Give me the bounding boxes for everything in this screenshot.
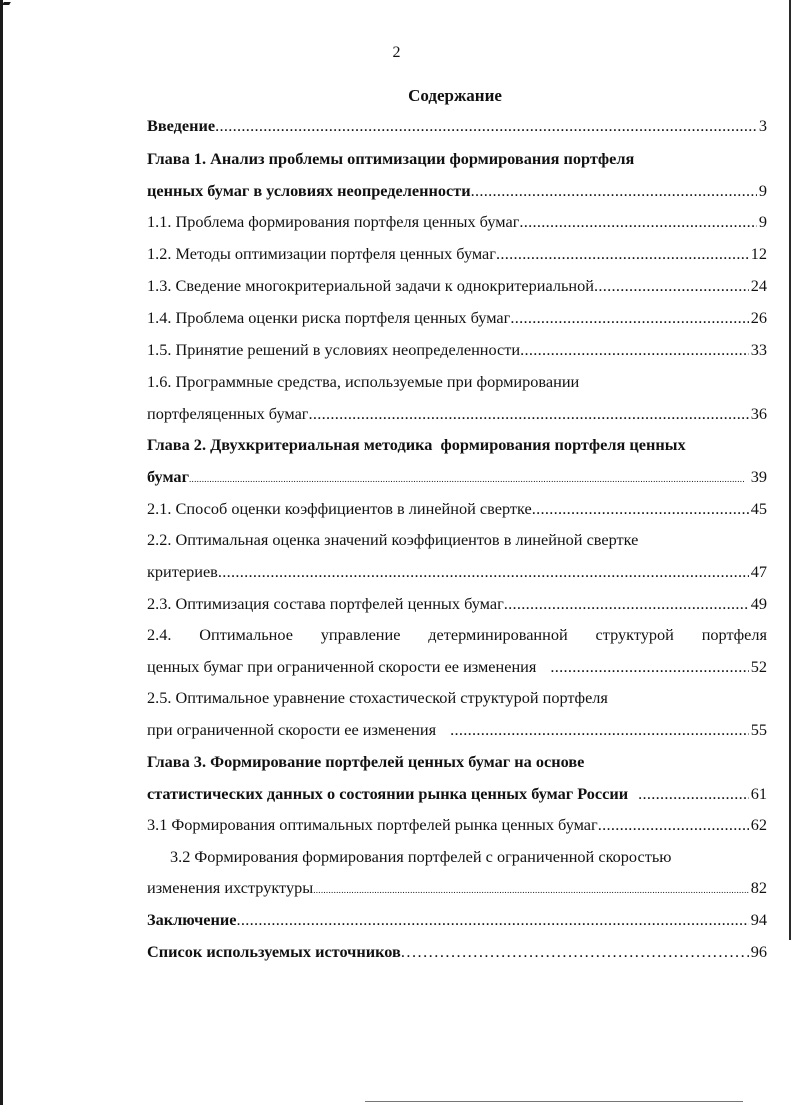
toc-entry-label: 1.5. Принятие решений в условиях неопределенности [147, 340, 521, 359]
scan-edge-bottom [365, 1101, 743, 1102]
toc-entry-2-5[interactable] [147, 720, 767, 744]
toc-entry-page: 9 [758, 212, 767, 231]
toc-entry-label: 1.2. Методы оптимизации портфеля ценных бумаг [147, 244, 496, 263]
toc-entry-label: 2.5. Оптимальное уравнение стохастической структурой портфеля [147, 688, 608, 707]
toc-entry-page: 26 [750, 308, 767, 327]
toc-entry-label: при ограниченной скорости ее изменения [147, 720, 437, 739]
toc-entry-2-4[interactable] [147, 657, 767, 681]
toc-entry-ch3[interactable] [147, 784, 767, 808]
scan-edge-right [789, 0, 791, 940]
toc-entry-page: 9 [758, 181, 767, 200]
leader-dots [401, 942, 749, 962]
toc-entry-label: 2.1. Способ оценки коэффициентов в линейной свертке [147, 499, 532, 518]
toc-entry-label: Заключение [147, 910, 237, 929]
toc-entry-label: 1.1. Проблема формирования портфеля ценных бумаг [147, 212, 520, 231]
leader-dots [308, 404, 748, 424]
scan-mark [2, 2, 11, 5]
toc-entry-1-5[interactable] [147, 340, 767, 364]
toc-entry-label: бумаг [147, 467, 189, 486]
toc-word: 2.4. [147, 625, 172, 644]
toc-entry-label: критериев [147, 562, 218, 581]
toc-entry-2-2[interactable] [147, 562, 767, 586]
scan-edge-left [0, 0, 3, 1105]
toc-entry-3-2[interactable] [147, 878, 767, 902]
leader-dots [532, 499, 749, 519]
toc-entry-page: 49 [750, 594, 767, 613]
toc-entry-page: 3 [758, 116, 767, 135]
toc-entry-3-2-line1[interactable] [170, 847, 767, 871]
toc-entry-label: ценных бумаг при ограниченной скорости ее изменения [147, 657, 537, 676]
toc-entry-1-6[interactable] [147, 404, 767, 428]
toc-entry-conclusion[interactable] [147, 910, 767, 934]
toc-word: структурой [595, 625, 674, 644]
toc-entry-label: 1.6. Программные средства, используемые при формировании [147, 372, 580, 391]
toc-title [0, 86, 793, 106]
leader-dots [536, 657, 748, 677]
toc-entry-page: 94 [750, 910, 767, 929]
leader-dots [436, 720, 749, 740]
leader-dots [189, 474, 749, 484]
toc-entry-label: 2.2. Оптимальная оценка значений коэффициентов в линейной свертке [147, 530, 639, 549]
toc-entry-1-4[interactable] [147, 308, 767, 332]
leader-dots [218, 562, 749, 582]
leader-dots [215, 116, 757, 136]
toc-entry-3-1[interactable] [147, 815, 767, 839]
page-number: 2 [392, 44, 401, 61]
toc-entry-1-1[interactable] [147, 212, 767, 236]
toc-entry-page: 62 [750, 815, 767, 834]
toc-entry-label: Глава 3. Формирование портфелей ценных бумаг на основе [147, 752, 585, 771]
toc-entry-page: 52 [750, 657, 767, 676]
toc-entry-ch3-line1[interactable] [147, 752, 767, 776]
toc-entry-page: 24 [750, 276, 767, 295]
toc-entry-page: 36 [750, 404, 767, 423]
toc-entry-label: 1.4. Проблема оценки риска портфеля ценных бумаг [147, 308, 511, 327]
toc-entry-page: 45 [750, 499, 767, 518]
toc-entry-1-3[interactable] [147, 276, 767, 300]
toc-title-text: Содержание [408, 86, 502, 105]
leader-dots [236, 910, 748, 930]
toc-entry-2-2-line1[interactable] [147, 530, 767, 554]
toc-entry-page: 33 [750, 340, 767, 359]
toc-entry-2-3[interactable] [147, 594, 767, 618]
leader-dots [598, 815, 749, 835]
toc-entry-ch1-line1[interactable] [147, 149, 767, 173]
toc-entry-2-1[interactable] [147, 499, 767, 523]
toc-entry-label: Глава 2. Двухкритериальная методика формирования портфеля ценных [147, 435, 686, 454]
toc-entry-label: 3.1 Формирования оптимальных портфелей рынка ценных бумаг [147, 815, 598, 834]
leader-dots [504, 594, 749, 614]
toc-entry-page: 12 [750, 244, 767, 263]
toc-entry-label: Глава 1. Анализ проблемы оптимизации формирования портфеля [147, 149, 635, 168]
toc-entry-label: 1.3. Сведение многокритериальной задачи к однокритериальной [147, 276, 594, 295]
leader-dots [313, 885, 749, 895]
toc-entry-page: 61 [750, 784, 767, 803]
leader-dots [520, 340, 749, 360]
toc-entry-ch2-line1[interactable] [147, 435, 767, 459]
toc-word: Оптимальное [199, 625, 293, 644]
toc-entry-2-4-line1[interactable] [147, 625, 767, 649]
toc-entry-sources[interactable] [147, 942, 767, 966]
toc-word: детерминированной [428, 625, 568, 644]
toc-entry-1-6-line1[interactable] [147, 372, 767, 396]
leader-dots [519, 212, 756, 232]
toc-entry-page: 82 [750, 878, 767, 897]
toc-entry-label: Список используемых источников [147, 942, 401, 961]
leader-dots [510, 308, 748, 328]
toc-entry-intro[interactable] [147, 116, 767, 140]
toc-entry-2-5-line1[interactable] [147, 688, 767, 712]
leader-dots [496, 244, 749, 264]
toc-entry-page: 47 [750, 562, 767, 581]
toc-entry-page: 96 [750, 942, 767, 961]
toc-entry-page: 39 [750, 467, 767, 486]
leader-dots [628, 784, 749, 804]
toc-entry-label: 2.3. Оптимизация состава портфелей ценных бумаг [147, 594, 504, 613]
toc-entry-page: 55 [750, 720, 767, 739]
toc-entry-ch2[interactable] [147, 467, 767, 491]
leader-dots [594, 276, 749, 296]
toc-entry-label: 3.2 Формирования формирования портфелей с ограниченной скоростью [170, 847, 672, 866]
toc-entry-label: Введение [147, 116, 216, 135]
toc-entry-label: ценных бумаг в условиях неопределенности [147, 181, 471, 200]
toc-entry-1-2[interactable] [147, 244, 767, 268]
toc-entry-label: статистических данных о состоянии рынка ценных бумаг России [147, 784, 629, 803]
toc-entry-label: изменения ихструктуры [147, 878, 314, 897]
toc-word: портфеля [701, 625, 767, 644]
toc-entry-ch1[interactable] [147, 181, 767, 205]
toc-word: управление [320, 625, 401, 644]
toc-entry-label: портфеляценных бумаг [147, 404, 309, 423]
leader-dots [471, 181, 757, 201]
